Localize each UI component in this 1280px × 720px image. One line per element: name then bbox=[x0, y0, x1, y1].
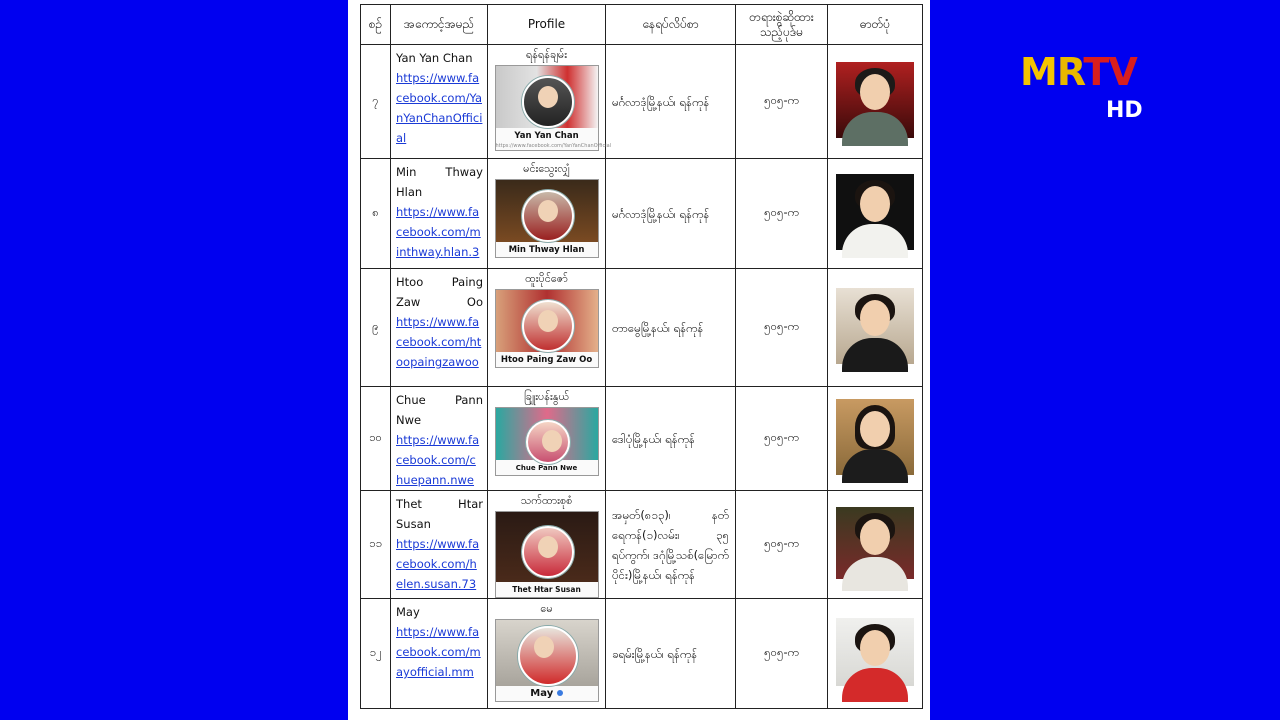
profile-name: Htoo Paing Zaw Oo bbox=[500, 355, 593, 365]
profile-link[interactable]: https://www.facebook.com/htoopaingzawoo bbox=[396, 315, 482, 369]
profile-caption: သက်ထားစုစံ bbox=[520, 494, 573, 507]
row-number: ၁၀ bbox=[361, 387, 391, 491]
table-header-row bbox=[361, 5, 923, 45]
profile-name: Min Thway Hlan bbox=[508, 245, 585, 255]
profile-cover bbox=[496, 512, 598, 582]
mrtv-wordmark bbox=[1020, 52, 1137, 92]
portrait-photo bbox=[836, 618, 914, 686]
profile-screenshot bbox=[495, 179, 599, 258]
logo-letter-m: M bbox=[1020, 50, 1057, 94]
account-cell bbox=[391, 599, 488, 709]
profile-screenshot bbox=[495, 289, 599, 368]
header-section: တရားစွဲဆိုထား သည့်ပုဒ်မ bbox=[736, 5, 828, 45]
photo-cell bbox=[828, 491, 923, 599]
portrait-photo bbox=[836, 174, 914, 250]
profile-screenshot bbox=[495, 511, 599, 598]
profile-screenshot bbox=[495, 619, 599, 702]
section-cell: ၅၀၅-က bbox=[736, 159, 828, 269]
section-cell: ၅၀၅-က bbox=[736, 491, 828, 599]
account-cell bbox=[391, 387, 488, 491]
profile-caption: ရန်ရန်ချမ်း bbox=[525, 48, 568, 61]
section-cell: ၅၀၅-က bbox=[736, 387, 828, 491]
profile-cover bbox=[496, 408, 598, 460]
row-number: ၇ bbox=[361, 45, 391, 159]
table-row bbox=[361, 387, 923, 491]
account-name: Chue Pann Nwe bbox=[396, 393, 483, 427]
profile-url-caption: https://www.facebook.com/YanYanChanOfficial bbox=[495, 143, 612, 149]
profile-cell bbox=[488, 159, 606, 269]
section-cell: ၅၀၅-က bbox=[736, 269, 828, 387]
profile-cell bbox=[488, 491, 606, 599]
profile-avatar bbox=[522, 526, 574, 578]
profile-name bbox=[496, 686, 598, 701]
profile-caption: မေ bbox=[540, 602, 553, 615]
profile-avatar bbox=[518, 626, 578, 686]
portrait-photo bbox=[836, 288, 914, 364]
profile-link[interactable]: https://www.facebook.com/minthway.hlan.3 bbox=[396, 205, 481, 259]
profile-name: Yan Yan Chan bbox=[514, 131, 579, 141]
profile-cover bbox=[496, 620, 598, 686]
accounts-table bbox=[360, 4, 923, 709]
right-blue-panel bbox=[930, 0, 1280, 720]
table-row bbox=[361, 45, 923, 159]
header-no: စဉ် bbox=[361, 5, 391, 45]
profile-cover bbox=[496, 290, 598, 352]
profile-cell bbox=[488, 599, 606, 709]
photo-cell bbox=[828, 159, 923, 269]
profile-caption: ချြုးပန်းနွယ် bbox=[523, 390, 570, 403]
account-cell bbox=[391, 269, 488, 387]
logo-letter-r: R bbox=[1056, 50, 1084, 94]
photo-cell bbox=[828, 387, 923, 491]
profile-cell bbox=[488, 45, 612, 159]
profile-name: Chue Pann Nwe bbox=[515, 464, 578, 472]
account-cell bbox=[391, 491, 488, 599]
address-cell: အမှတ်(၈၁၃)၊ နတ်ရေကန်(၁)လမ်း၊ ၃၅ ရပ်ကွက်၊ ဒဂုံမြို့သစ်(မြောက်ပိုင်း)မြို့နယ်၊ ရန်ကုန် bbox=[606, 491, 736, 599]
profile-screenshot bbox=[495, 407, 599, 476]
profile-name: Thet Htar Susan bbox=[512, 585, 581, 594]
profile-name-text: May bbox=[530, 688, 554, 699]
account-name: Yan Yan Chan bbox=[396, 51, 473, 65]
portrait-photo bbox=[836, 507, 914, 579]
header-profile: Profile bbox=[488, 5, 606, 45]
profile-link[interactable]: https://www.facebook.com/mayofficial.mm bbox=[396, 625, 481, 679]
row-number: ၈ bbox=[361, 159, 391, 269]
address-cell: ဒေါပုံမြို့နယ်၊ ရန်ကုန် bbox=[606, 387, 736, 491]
profile-caption: ထူးပိုင်ဇော် bbox=[525, 272, 568, 285]
section-cell: ၅၀၅-က bbox=[736, 599, 828, 709]
account-name: May bbox=[396, 605, 420, 619]
portrait-photo bbox=[836, 62, 914, 138]
photo-cell bbox=[828, 45, 923, 159]
portrait-photo bbox=[836, 399, 914, 475]
row-number: ၁၁ bbox=[361, 491, 391, 599]
logo-letter-t: T bbox=[1083, 50, 1109, 94]
table-row bbox=[361, 491, 923, 599]
row-number: ၁၂ bbox=[361, 599, 391, 709]
account-name: Min Thway Hlan bbox=[396, 165, 483, 199]
photo-cell bbox=[828, 269, 923, 387]
account-cell bbox=[391, 45, 488, 159]
header-photo: ဓာတ်ပုံ bbox=[828, 5, 923, 45]
header-account: အကောင့်အမည် bbox=[391, 5, 488, 45]
section-cell: ၅၀၅-က bbox=[736, 45, 828, 159]
table-row bbox=[361, 269, 923, 387]
address-cell: ခရမ်းမြို့နယ်၊ ရန်ကုန် bbox=[606, 599, 736, 709]
profile-cover bbox=[496, 180, 598, 242]
profile-cell bbox=[488, 269, 606, 387]
address-cell: တာမွေမြို့နယ်၊ ရန်ကုန် bbox=[606, 269, 736, 387]
photo-cell bbox=[828, 599, 923, 709]
profile-avatar bbox=[526, 420, 570, 464]
account-cell bbox=[391, 159, 488, 269]
logo-hd-label: HD bbox=[1106, 98, 1143, 123]
profile-cover bbox=[496, 66, 598, 128]
profile-caption: မင်းသွေးလျှံ bbox=[523, 162, 570, 175]
profile-cell bbox=[488, 387, 606, 491]
mrtv-hd-logo bbox=[1020, 50, 1143, 123]
address-cell: မင်္ဂလာဒုံမြို့နယ်၊ ရန်ကုန် bbox=[606, 45, 736, 159]
table-row bbox=[361, 599, 923, 709]
table-row bbox=[361, 159, 923, 269]
logo-letter-v: V bbox=[1108, 50, 1137, 94]
account-name: Thet Htar Susan bbox=[396, 497, 483, 531]
verified-badge-icon bbox=[557, 690, 563, 696]
profile-link[interactable]: https://www.facebook.com/YanYanChanOfficial bbox=[396, 71, 483, 145]
profile-link[interactable]: https://www.facebook.com/chuepann.nwe bbox=[396, 433, 480, 487]
profile-screenshot bbox=[495, 65, 612, 151]
profile-avatar bbox=[522, 190, 574, 242]
profile-avatar bbox=[522, 300, 574, 352]
left-blue-panel bbox=[0, 0, 348, 720]
profile-avatar bbox=[522, 76, 574, 128]
address-cell: မင်္ဂလာဒုံမြို့နယ်၊ ရန်ကုန် bbox=[606, 159, 736, 269]
row-number: ၉ bbox=[361, 269, 391, 387]
account-name: Htoo Paing Zaw Oo bbox=[396, 275, 483, 309]
profile-link[interactable]: https://www.facebook.com/helen.susan.73 bbox=[396, 537, 480, 591]
header-address: နေရပ်လိပ်စာ bbox=[606, 5, 736, 45]
